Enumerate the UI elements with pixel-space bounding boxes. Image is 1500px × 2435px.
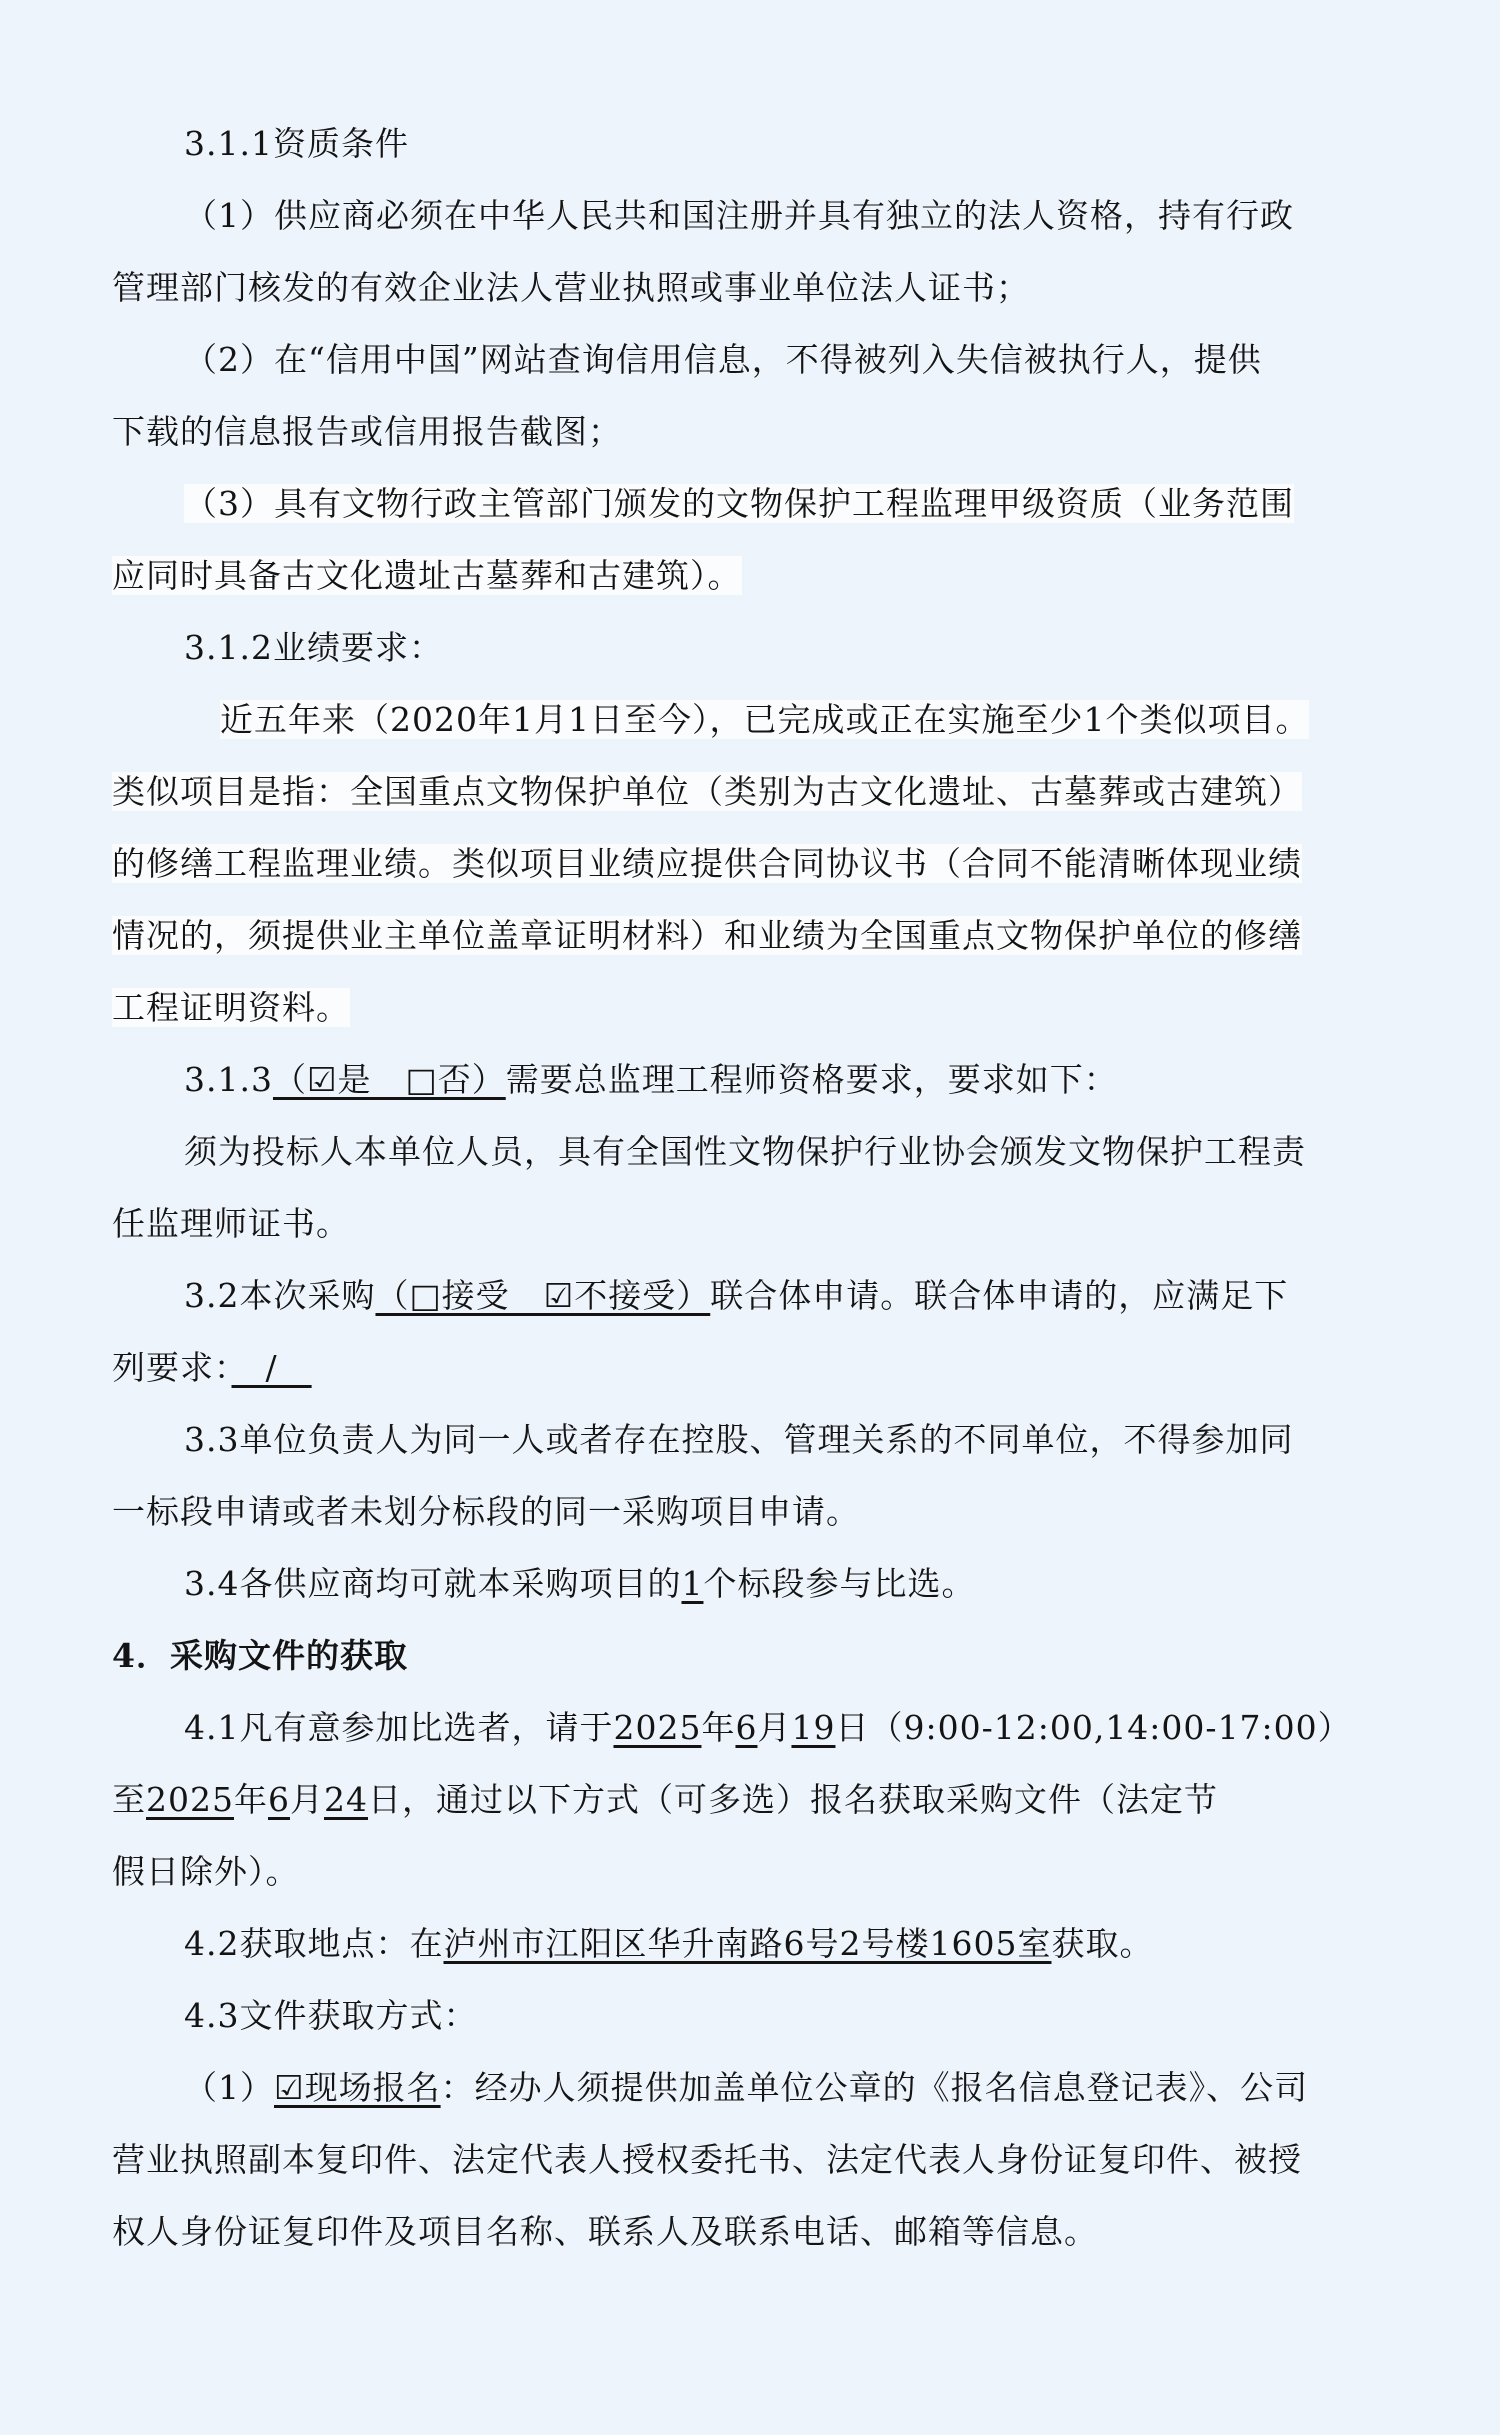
consortium-checkbox-choice: （□接受 ☑不接受）: [375, 1276, 711, 1315]
section-3-3-line-2: 一标段申请或者未划分标段的同一采购项目申请。: [112, 1492, 860, 1531]
qualification-item-3-line-2: 应同时具备古文化遗址古墓葬和古建筑）。: [112, 556, 742, 595]
section-4-1-line-3: 假日除外）。: [112, 1852, 300, 1891]
qualification-item-2-line-2: 下载的信息报告或信用报告截图；: [112, 412, 622, 451]
section-4-3-title: 4.3文件获取方式：: [184, 1996, 478, 2035]
pickup-address: 泸州市江阳区华升南路6号2号楼1605室: [443, 1924, 1052, 1963]
chief-supervisor-checkbox-choice: （☑是 □否）: [272, 1060, 506, 1099]
performance-line-4: 情况的，须提供业主单位盖章证明材料）和业绩为全国重点文物保护单位的修缮: [112, 916, 1302, 955]
section-3-1-3-line-2: 须为投标人本单位人员，具有全国性文物保护行业协会颁发文物保护工程责: [184, 1132, 1306, 1171]
performance-line-2: 类似项目是指：全国重点文物保护单位（类别为古文化遗址、古墓葬或古建筑）: [112, 772, 1302, 811]
section-4-3-line-2: 营业执照副本复印件、法定代表人授权委托书、法定代表人身份证复印件、被授: [112, 2140, 1302, 2179]
end-month: 6: [267, 1780, 290, 1819]
section-4-3-line-1: （1）☑现场报名：经办人须提供加盖单位公章的《报名信息登记表》、公司: [184, 2068, 1309, 2107]
section-3-1-2-title: 3.1.2业绩要求：: [184, 628, 443, 667]
section-3-2-line-2: 列要求： /: [112, 1348, 312, 1387]
section-3-1-1-title: 3.1.1资质条件: [184, 124, 409, 163]
performance-line-3: 的修缮工程监理业绩。类似项目业绩应提供合同协议书（合同不能清晰体现业绩: [112, 844, 1302, 883]
section-4-3-line-3: 权人身份证复印件及项目名称、联系人及联系电话、邮箱等信息。: [112, 2212, 1098, 2251]
qualification-item-1-line-2: 管理部门核发的有效企业法人营业执照或事业单位法人证书；: [112, 268, 1030, 307]
performance-line-1: 近五年来（2020年1月1日至今），已完成或正在实施至少1个类似项目。: [220, 700, 1310, 739]
section-4-heading: 4．采购文件的获取: [112, 1636, 408, 1675]
qualification-item-1-line-1: （1）供应商必须在中华人民共和国注册并具有独立的法人资格，持有行政: [184, 196, 1294, 235]
end-day: 24: [323, 1780, 368, 1819]
section-4-2: 4.2获取地点：在泸州市江阳区华升南路6号2号楼1605室获取。: [184, 1924, 1154, 1963]
start-month: 6: [735, 1708, 758, 1747]
section-3-2-line-1: 3.2本次采购（□接受 ☑不接受）联合体申请。联合体申请的，应满足下: [184, 1276, 1289, 1315]
qualification-item-2-line-1: （2）在“信用中国”网站查询信用信息，不得被列入失信被执行人，提供: [184, 340, 1262, 379]
lot-count: 1: [681, 1564, 704, 1603]
section-4-1-line-1: 4.1凡有意参加比选者，请于2025年6月19日（9:00-12:00,14:00-17:00）: [184, 1708, 1352, 1747]
performance-line-5: 工程证明资料。: [112, 988, 350, 1027]
end-year: 2025: [146, 1780, 234, 1819]
onsite-registration-option: ☑现场报名: [274, 2068, 441, 2107]
start-year: 2025: [613, 1708, 702, 1747]
section-3-4: 3.4各供应商均可就本采购项目的1个标段参与比选。: [184, 1564, 976, 1603]
section-3-3-line-1: 3.3单位负责人为同一人或者存在控股、管理关系的不同单位，不得参加同: [184, 1420, 1294, 1459]
consortium-requirement-blank: /: [231, 1348, 312, 1387]
section-4-1-line-2: 至2025年6月24日，通过以下方式（可多选）报名获取采购文件（法定节: [112, 1780, 1218, 1819]
qualification-item-3-line-1: （3）具有文物行政主管部门颁发的文物保护工程监理甲级资质（业务范围: [184, 484, 1294, 523]
section-3-1-3-line-1: 3.1.3（☑是 □否）需要总监理工程师资格要求，要求如下：: [184, 1060, 1118, 1099]
section-3-1-3-line-3: 任监理师证书。: [112, 1204, 350, 1243]
start-day: 19: [791, 1708, 836, 1747]
